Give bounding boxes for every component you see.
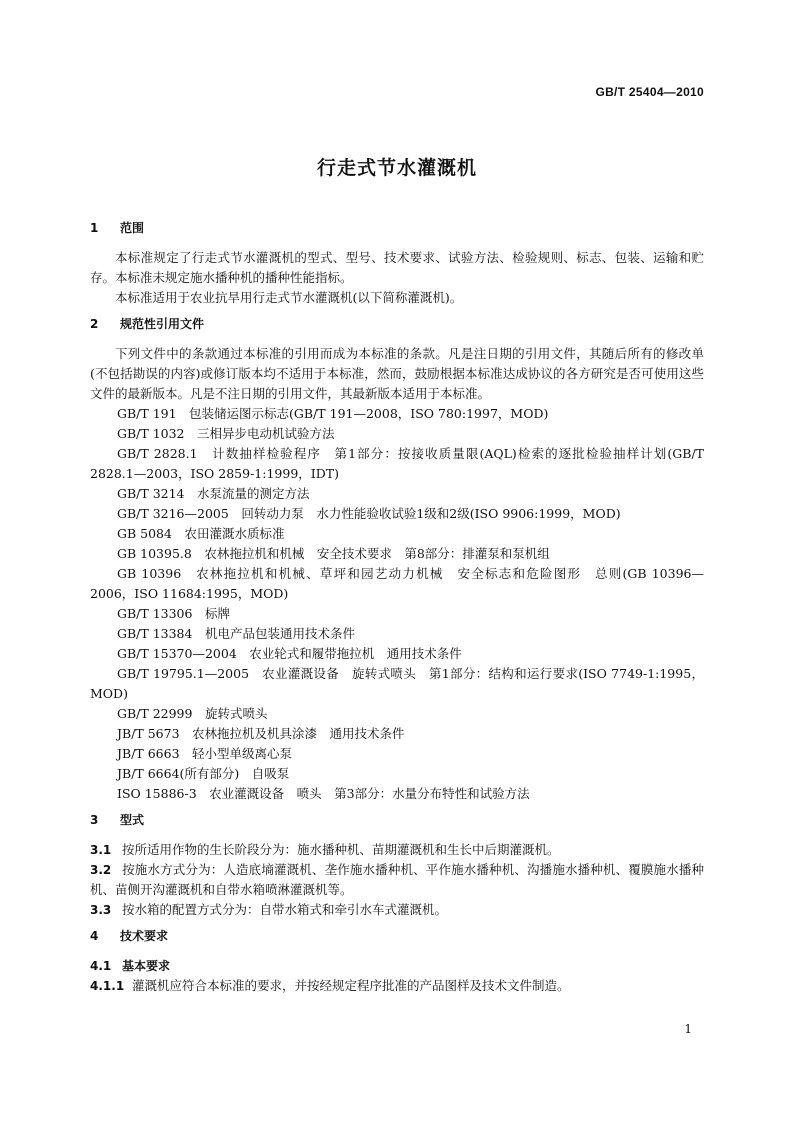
clause-number: 3.1: [90, 843, 112, 857]
section-title: 规范性引用文件: [120, 317, 205, 331]
clause: [90, 860, 704, 900]
subsection-title: 基本要求: [122, 959, 171, 973]
clause: [90, 900, 704, 920]
reference-item: GB/T 19795.1—2005 农业灌溉设备 旋转式喷头 第1部分：结构和运行要求(ISO 7749-1:1995，MOD): [90, 666, 704, 701]
reference-item: GB/T 1032 三相异步电动机试验方法: [117, 426, 335, 441]
subsection-number: 4.1: [90, 959, 112, 973]
section-heading-normative-references: [90, 314, 704, 334]
section-number: 4: [90, 929, 99, 943]
paragraph: 本标准规定了行走式节水灌溉机的型式、型号、技术要求、试验方法、检验规则、标志、包装、运输和贮存。本标准未规定施水播种机的播种性能指标。: [90, 250, 704, 285]
section-title: 型式: [120, 813, 145, 827]
reference-item: GB 5084 农田灌溉水质标准: [117, 526, 285, 541]
section-heading-technical-requirements: [90, 926, 704, 946]
section-title: 技术要求: [120, 929, 169, 943]
reference-item: GB 10395.8 农林拖拉机和机械 安全技术要求 第8部分：排灌泵和泵机组: [117, 546, 550, 561]
clause-number: 3.2: [90, 863, 112, 877]
section-number: 1: [90, 221, 99, 235]
section-number: 2: [90, 317, 99, 331]
reference-item: GB/T 191 包装储运图示标志(GB/T 191—2008，ISO 780:1997，MOD): [117, 406, 549, 421]
section-number: 3: [90, 813, 99, 827]
reference-item: GB/T 13384 机电产品包装通用技术条件: [117, 626, 355, 641]
clause-number: 3.3: [90, 903, 112, 917]
reference-item: GB/T 3216—2005 回转动力泵 水力性能验收试验1级和2级(ISO 9906:1999，MOD): [117, 506, 621, 521]
reference-item: JB/T 6663 轻小型单级离心泵: [117, 746, 293, 761]
reference-item: GB/T 2828.1 计数抽样检验程序 第1部分：按接收质量限(AQL)检索的逐批检验抽样计划(GB/T 2828.1—2003，ISO 2859-1:1999，IDT): [90, 446, 704, 481]
reference-item: GB/T 22999 旋转式喷头: [117, 706, 268, 721]
section-title: 范围: [120, 221, 145, 235]
document-title: 行走式节水灌溉机: [316, 157, 477, 179]
clause-text: 按水箱的配置方式分为：自带水箱式和牵引水车式灌溉机。: [122, 902, 448, 917]
reference-item: JB/T 5673 农林拖拉机及机具涂漆 通用技术条件: [117, 726, 405, 741]
section-heading-scope: [90, 218, 704, 238]
clause-text: 按施水方式分为：人造底墒灌溉机、垄作施水播种机、平作施水播种机、沟播施水播种机、覆膜施水播种机、苗侧开沟灌溉机和自带水箱喷淋灌溉机等。: [90, 862, 704, 897]
standard-code: GB/T 25404—2010: [595, 85, 704, 99]
reference-item: GB/T 3214 水泵流量的测定方法: [117, 486, 310, 501]
reference-item: GB/T 15370—2004 农业轮式和履带拖拉机 通用技术条件: [117, 646, 462, 661]
clause: [90, 976, 704, 996]
paragraph: 下列文件中的条款通过本标准的引用而成为本标准的条款。凡是注日期的引用文件，其随后所有的修改单(不包括勘误的内容)或修订版本均不适用于本标准，然而，鼓励根据本标准达成协议的各方研究是否可使用这些文件的最新版本。凡是不注日期的引用文件，其最新版本适用于本标准。: [90, 346, 704, 401]
reference-item: JB/T 6664(所有部分) 自吸泵: [117, 766, 290, 781]
clause: [90, 840, 704, 860]
document-body: [90, 218, 704, 996]
paragraph: 本标准适用于农业抗旱用行走式节水灌溉机(以下简称灌溉机)。: [115, 290, 463, 305]
reference-item: ISO 15886-3 农业灌溉设备 喷头 第3部分：水量分布特性和试验方法: [117, 786, 530, 801]
reference-item: GB 10396 农林拖拉机和机械、草坪和园艺动力机械 安全标志和危险图形 总则(GB 10396—2006，ISO 11684:1995，MOD): [90, 566, 704, 601]
section-heading-types: [90, 810, 704, 830]
clause-text: 灌溉机应符合本标准的要求，并按经规定程序批准的产品图样及技术文件制造。: [132, 978, 570, 993]
reference-item: GB/T 13306 标牌: [117, 606, 230, 621]
page-number: 1: [684, 1022, 692, 1036]
clause-number: 4.1.1: [90, 979, 125, 993]
subsection-heading-basic-requirements: [90, 956, 704, 976]
clause-text: 按所适用作物的生长阶段分为：施水播种机、苗期灌溉机和生长中后期灌溉机。: [122, 842, 560, 857]
